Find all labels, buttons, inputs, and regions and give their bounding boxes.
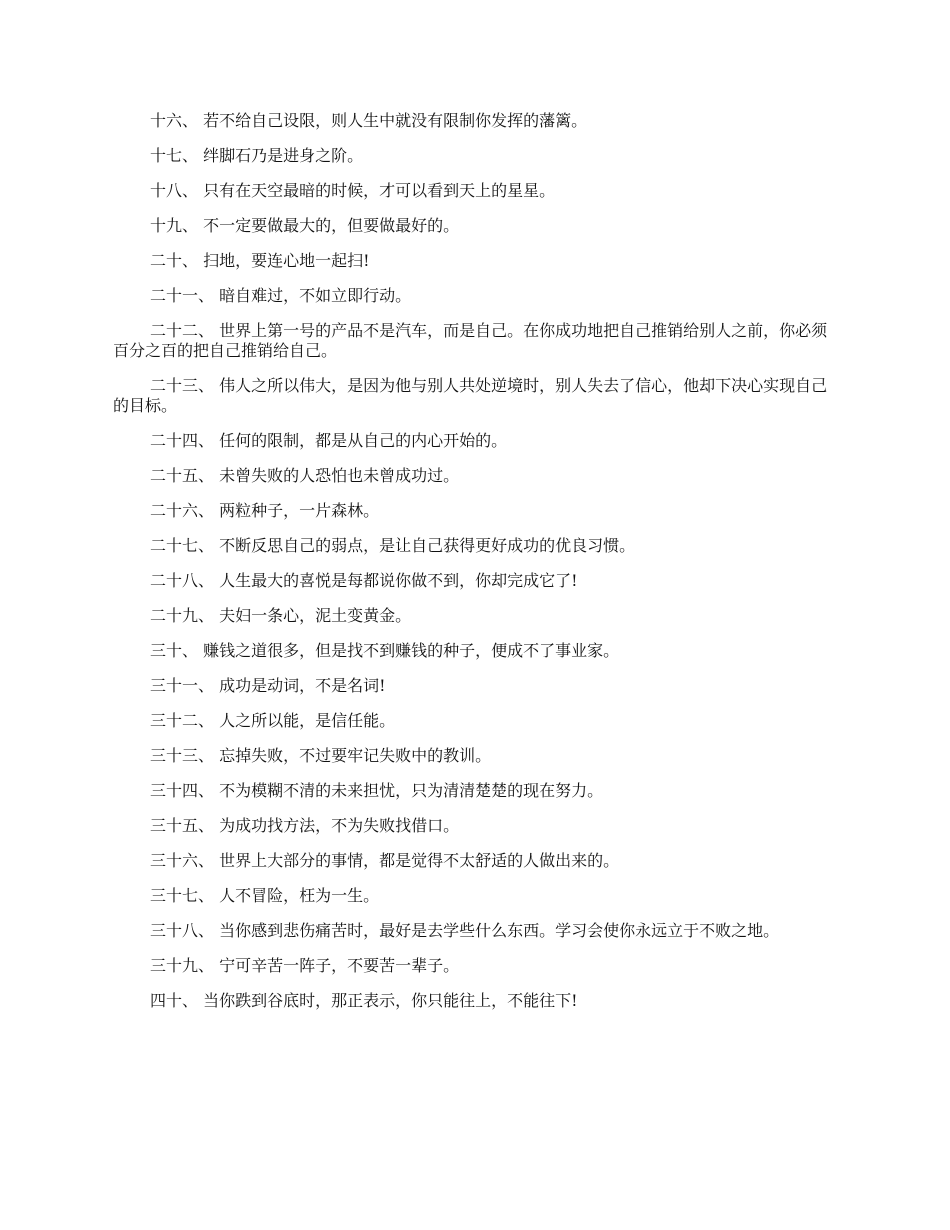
paragraph-28: 二十八、 人生最大的喜悦是每都说你做不到，你却完成它了! [150, 571, 578, 590]
paragraph-38: 三十八、 当你感到悲伤痛苦时，最好是去学些什么东西。学习会使你永远立于不败之地。 [150, 921, 780, 940]
paragraph-18: 十八、 只有在天空最暗的时候，才可以看到天上的星星。 [150, 181, 556, 200]
paragraph-25: 二十五、 未曾失败的人恐怕也未曾成功过。 [150, 466, 460, 485]
paragraph-24: 二十四、 任何的限制，都是从自己的内心开始的。 [150, 431, 508, 450]
paragraph-20: 二十、 扫地，要连心地一起扫! [150, 251, 370, 270]
paragraph-23: 二十三、 伟人之所以伟大，是因为他与别人共处逆境时，别人失去了信心，他却下决心实现自己的目标。 [113, 376, 828, 415]
paragraph-32: 三十二、 人之所以能，是信任能。 [150, 711, 396, 730]
paragraph-31: 三十一、 成功是动词，不是名词! [150, 676, 386, 695]
paragraph-21: 二十一、 暗自难过，不如立即行动。 [150, 286, 412, 305]
paragraph-26: 二十六、 两粒种子，一片森林。 [150, 501, 380, 520]
document-body [113, 111, 829, 1026]
paragraph-22: 二十二、 世界上第一号的产品不是汽车，而是自己。在你成功地把自己推销给别人之前，你必须百分之百的把自己推销给自己。 [113, 321, 828, 360]
paragraph-35: 三十五、 为成功找方法，不为失败找借口。 [150, 816, 460, 835]
paragraph-17: 十七、 绊脚石乃是进身之阶。 [150, 146, 364, 165]
paragraph-34: 三十四、 不为模糊不清的未来担忧，只为清清楚楚的现在努力。 [150, 781, 604, 800]
paragraph-40: 四十、 当你跌到谷底时，那正表示，你只能往上，不能往下! [150, 991, 578, 1010]
paragraph-30: 三十、 赚钱之道很多，但是找不到赚钱的种子，便成不了事业家。 [150, 641, 620, 660]
paragraph-36: 三十六、 世界上大部分的事情，都是觉得不太舒适的人做出来的。 [150, 851, 620, 870]
paragraph-37: 三十七、 人不冒险，枉为一生。 [150, 886, 380, 905]
paragraph-27: 二十七、 不断反思自己的弱点，是让自己获得更好成功的优良习惯。 [150, 536, 636, 555]
paragraph-29: 二十九、 夫妇一条心，泥土变黄金。 [150, 606, 412, 625]
paragraph-39: 三十九、 宁可辛苦一阵子，不要苦一辈子。 [150, 956, 460, 975]
paragraph-19: 十九、 不一定要做最大的，但要做最好的。 [150, 216, 460, 235]
paragraph-16: 十六、 若不给自己设限，则人生中就没有限制你发挥的藩篱。 [150, 111, 588, 130]
paragraph-33: 三十三、 忘掉失败，不过要牢记失败中的教训。 [150, 746, 492, 765]
